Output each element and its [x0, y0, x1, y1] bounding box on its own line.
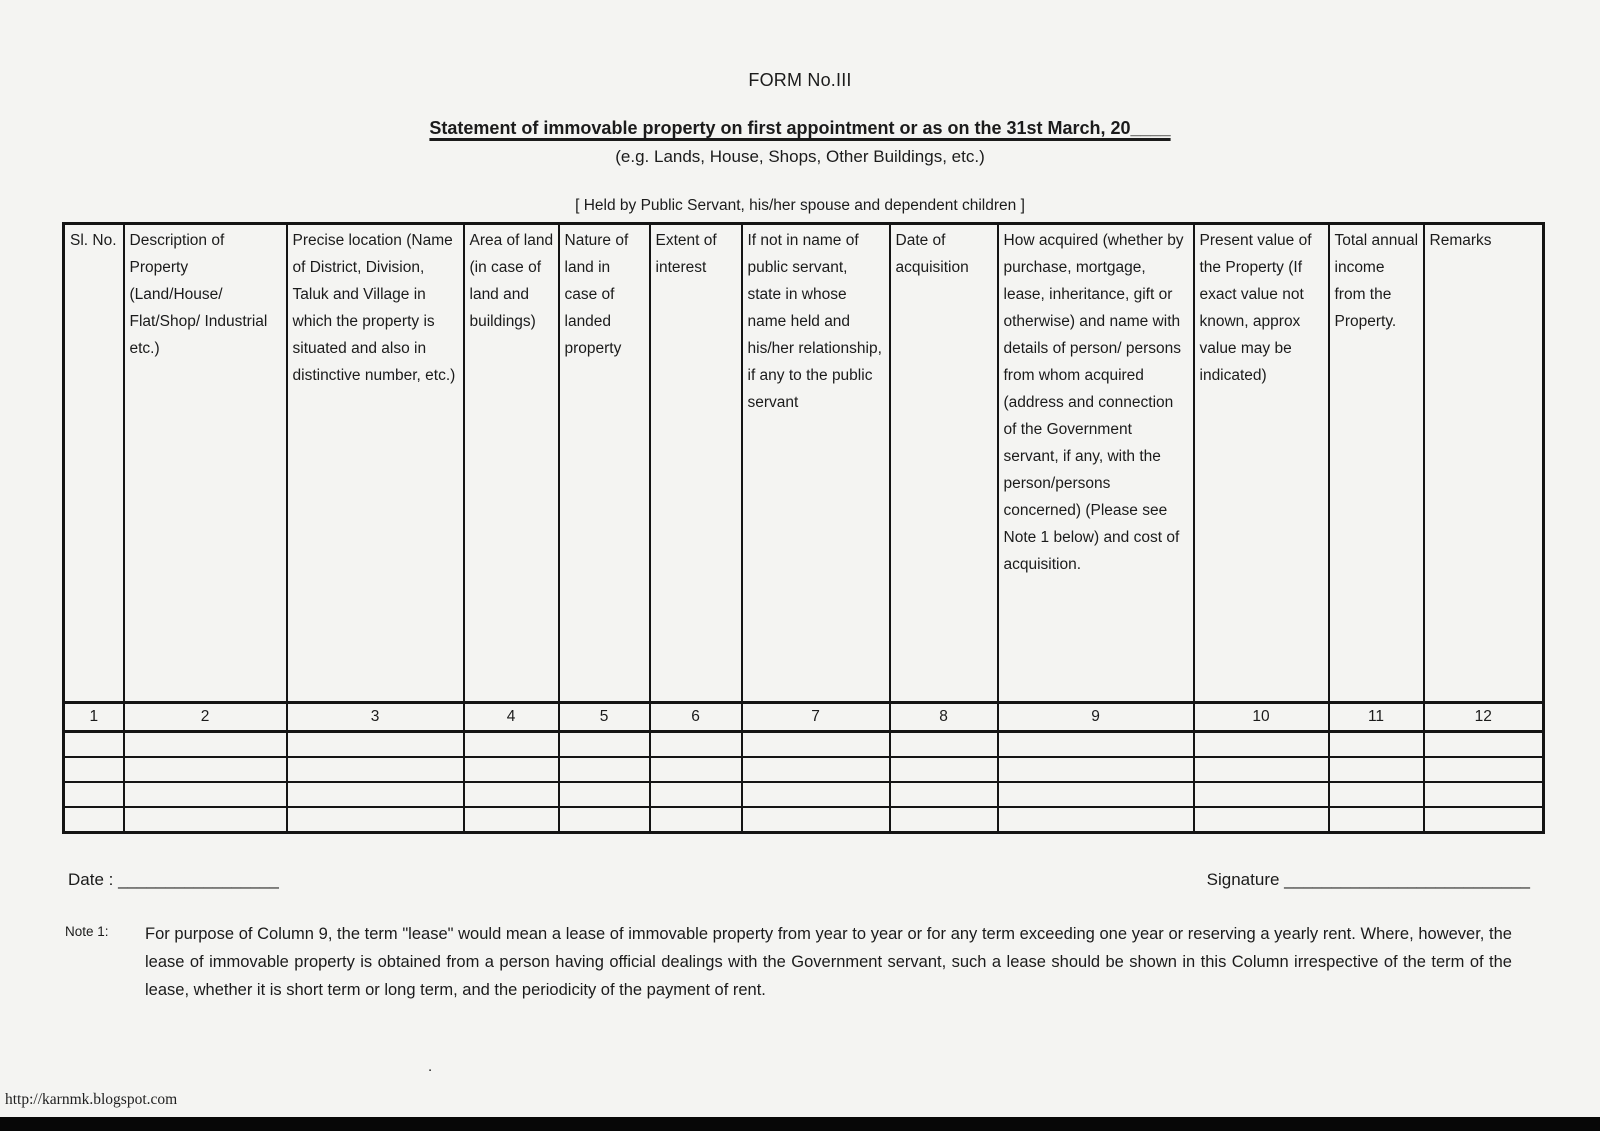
col-header-extent: Extent of interest [650, 224, 742, 703]
col-number: 10 [1194, 703, 1329, 732]
watermark-url: http://karnmk.blogspot.com [5, 1091, 178, 1108]
col-header-location: Precise location (Name of District, Division, Taluk and Village in which the property is situated and also in distinctive number, etc.) [287, 224, 464, 703]
empty-cell [1424, 732, 1544, 758]
col-header-nature: Nature of land in case of landed property [559, 224, 650, 703]
col-number: 6 [650, 703, 742, 732]
col-number: 2 [124, 703, 287, 732]
empty-cell [124, 757, 287, 782]
empty-cell [1329, 782, 1424, 807]
table-row [64, 732, 1544, 758]
empty-cell [1194, 732, 1329, 758]
empty-cell [464, 807, 559, 833]
empty-cell [742, 757, 890, 782]
empty-cell [650, 757, 742, 782]
property-statement-table [62, 222, 1545, 834]
col-header-sl-no: Sl. No. [64, 224, 124, 703]
empty-cell [1329, 807, 1424, 833]
col-number: 12 [1424, 703, 1544, 732]
empty-cell [124, 807, 287, 833]
empty-cell [650, 732, 742, 758]
empty-cell [559, 807, 650, 833]
empty-cell [998, 782, 1194, 807]
col-number: 1 [64, 703, 124, 732]
empty-cell [742, 732, 890, 758]
col-header-remarks: Remarks [1424, 224, 1544, 703]
form-title [0, 118, 1600, 139]
empty-cell [1194, 757, 1329, 782]
col-header-date-acquisition: Date of acquisition [890, 224, 998, 703]
empty-cell [890, 757, 998, 782]
form-title-text: Statement of immovable property on first appointment or as on the 31st March, 20____ [429, 118, 1171, 138]
empty-cell [998, 757, 1194, 782]
empty-cell [650, 807, 742, 833]
form-subtitle: (e.g. Lands, House, Shops, Other Buildings, etc.) [615, 147, 985, 166]
empty-cell [124, 732, 287, 758]
col-number: 5 [559, 703, 650, 732]
empty-cell [464, 757, 559, 782]
col-number: 11 [1329, 703, 1424, 732]
empty-cell [559, 732, 650, 758]
signature-label: Signature [1206, 870, 1280, 889]
table-row [64, 757, 1544, 782]
date-label: Date : [68, 870, 114, 889]
empty-cell [1329, 732, 1424, 758]
empty-cell [1424, 807, 1544, 833]
col-header-present-value: Present value of the Property (If exact value not known, approx value may be indicated) [1194, 224, 1329, 703]
col-number: 7 [742, 703, 890, 732]
empty-cell [64, 757, 124, 782]
empty-cell [124, 782, 287, 807]
table-row [64, 782, 1544, 807]
empty-cell [1194, 782, 1329, 807]
empty-cell [559, 757, 650, 782]
empty-cell [998, 732, 1194, 758]
empty-cell [650, 782, 742, 807]
date-line [68, 870, 279, 890]
empty-cell [742, 807, 890, 833]
date-blank-field: _________________ [118, 870, 279, 889]
col-header-area: Area of land (in case of land and buildings) [464, 224, 559, 703]
empty-cell [464, 732, 559, 758]
signature-blank-field: __________________________ [1284, 870, 1530, 889]
table-row [64, 807, 1544, 833]
empty-cell [64, 732, 124, 758]
col-header-annual-income: Total annual income from the Property. [1329, 224, 1424, 703]
empty-cell [890, 782, 998, 807]
empty-cell [1194, 807, 1329, 833]
column-number-row [64, 703, 1544, 732]
empty-cell [287, 757, 464, 782]
scan-speck: . [428, 1058, 433, 1075]
date-signature-row [68, 870, 1530, 890]
empty-cell [1329, 757, 1424, 782]
note-1 [65, 920, 1512, 1004]
empty-cell [287, 782, 464, 807]
empty-cell [998, 807, 1194, 833]
col-number: 4 [464, 703, 559, 732]
col-header-how-acquired: How acquired (whether by purchase, mortgage, lease, inheritance, gift or otherwise) and name with details of person/ persons from whom acquired (address and connection of the Government servant, if any, with the person/persons concerned) (Please see Note 1 below) and cost of acquisition. [998, 224, 1194, 703]
empty-cell [890, 732, 998, 758]
header-row [64, 224, 1544, 703]
empty-cell [1424, 782, 1544, 807]
note-1-label: Note 1: [65, 924, 109, 939]
scan-bottom-bar [0, 1117, 1600, 1131]
col-number: 8 [890, 703, 998, 732]
note-1-text: For purpose of Column 9, the term "lease" would mean a lease of immovable property from year to year or for any term exceeding one year or reserving a yearly rent. Where, however, the lease of immovable property is obtained from a person having official dealings with the Government servant, such a lease should be shown in this Column irrespective of the term of the lease, whether it is short term or long term, and the periodicity of the payment of rent. [145, 925, 1512, 999]
empty-cell [1424, 757, 1544, 782]
form-number: FORM No.III [748, 70, 852, 90]
signature-line [1207, 870, 1530, 890]
empty-cell [559, 782, 650, 807]
empty-cell [287, 807, 464, 833]
empty-cell [64, 807, 124, 833]
empty-cell [464, 782, 559, 807]
empty-cell [64, 782, 124, 807]
held-by-line: [ Held by Public Servant, his/her spouse and dependent children ] [575, 197, 1025, 214]
col-header-description: Description of Property (Land/House/ Flat/Shop/ Industrial etc.) [124, 224, 287, 703]
col-number: 3 [287, 703, 464, 732]
empty-cell [890, 807, 998, 833]
empty-cell [287, 732, 464, 758]
col-number: 9 [998, 703, 1194, 732]
empty-cell [742, 782, 890, 807]
col-header-if-not-in-name: If not in name of public servant, state in whose name held and his/her relationship, if any to the public servant [742, 224, 890, 703]
